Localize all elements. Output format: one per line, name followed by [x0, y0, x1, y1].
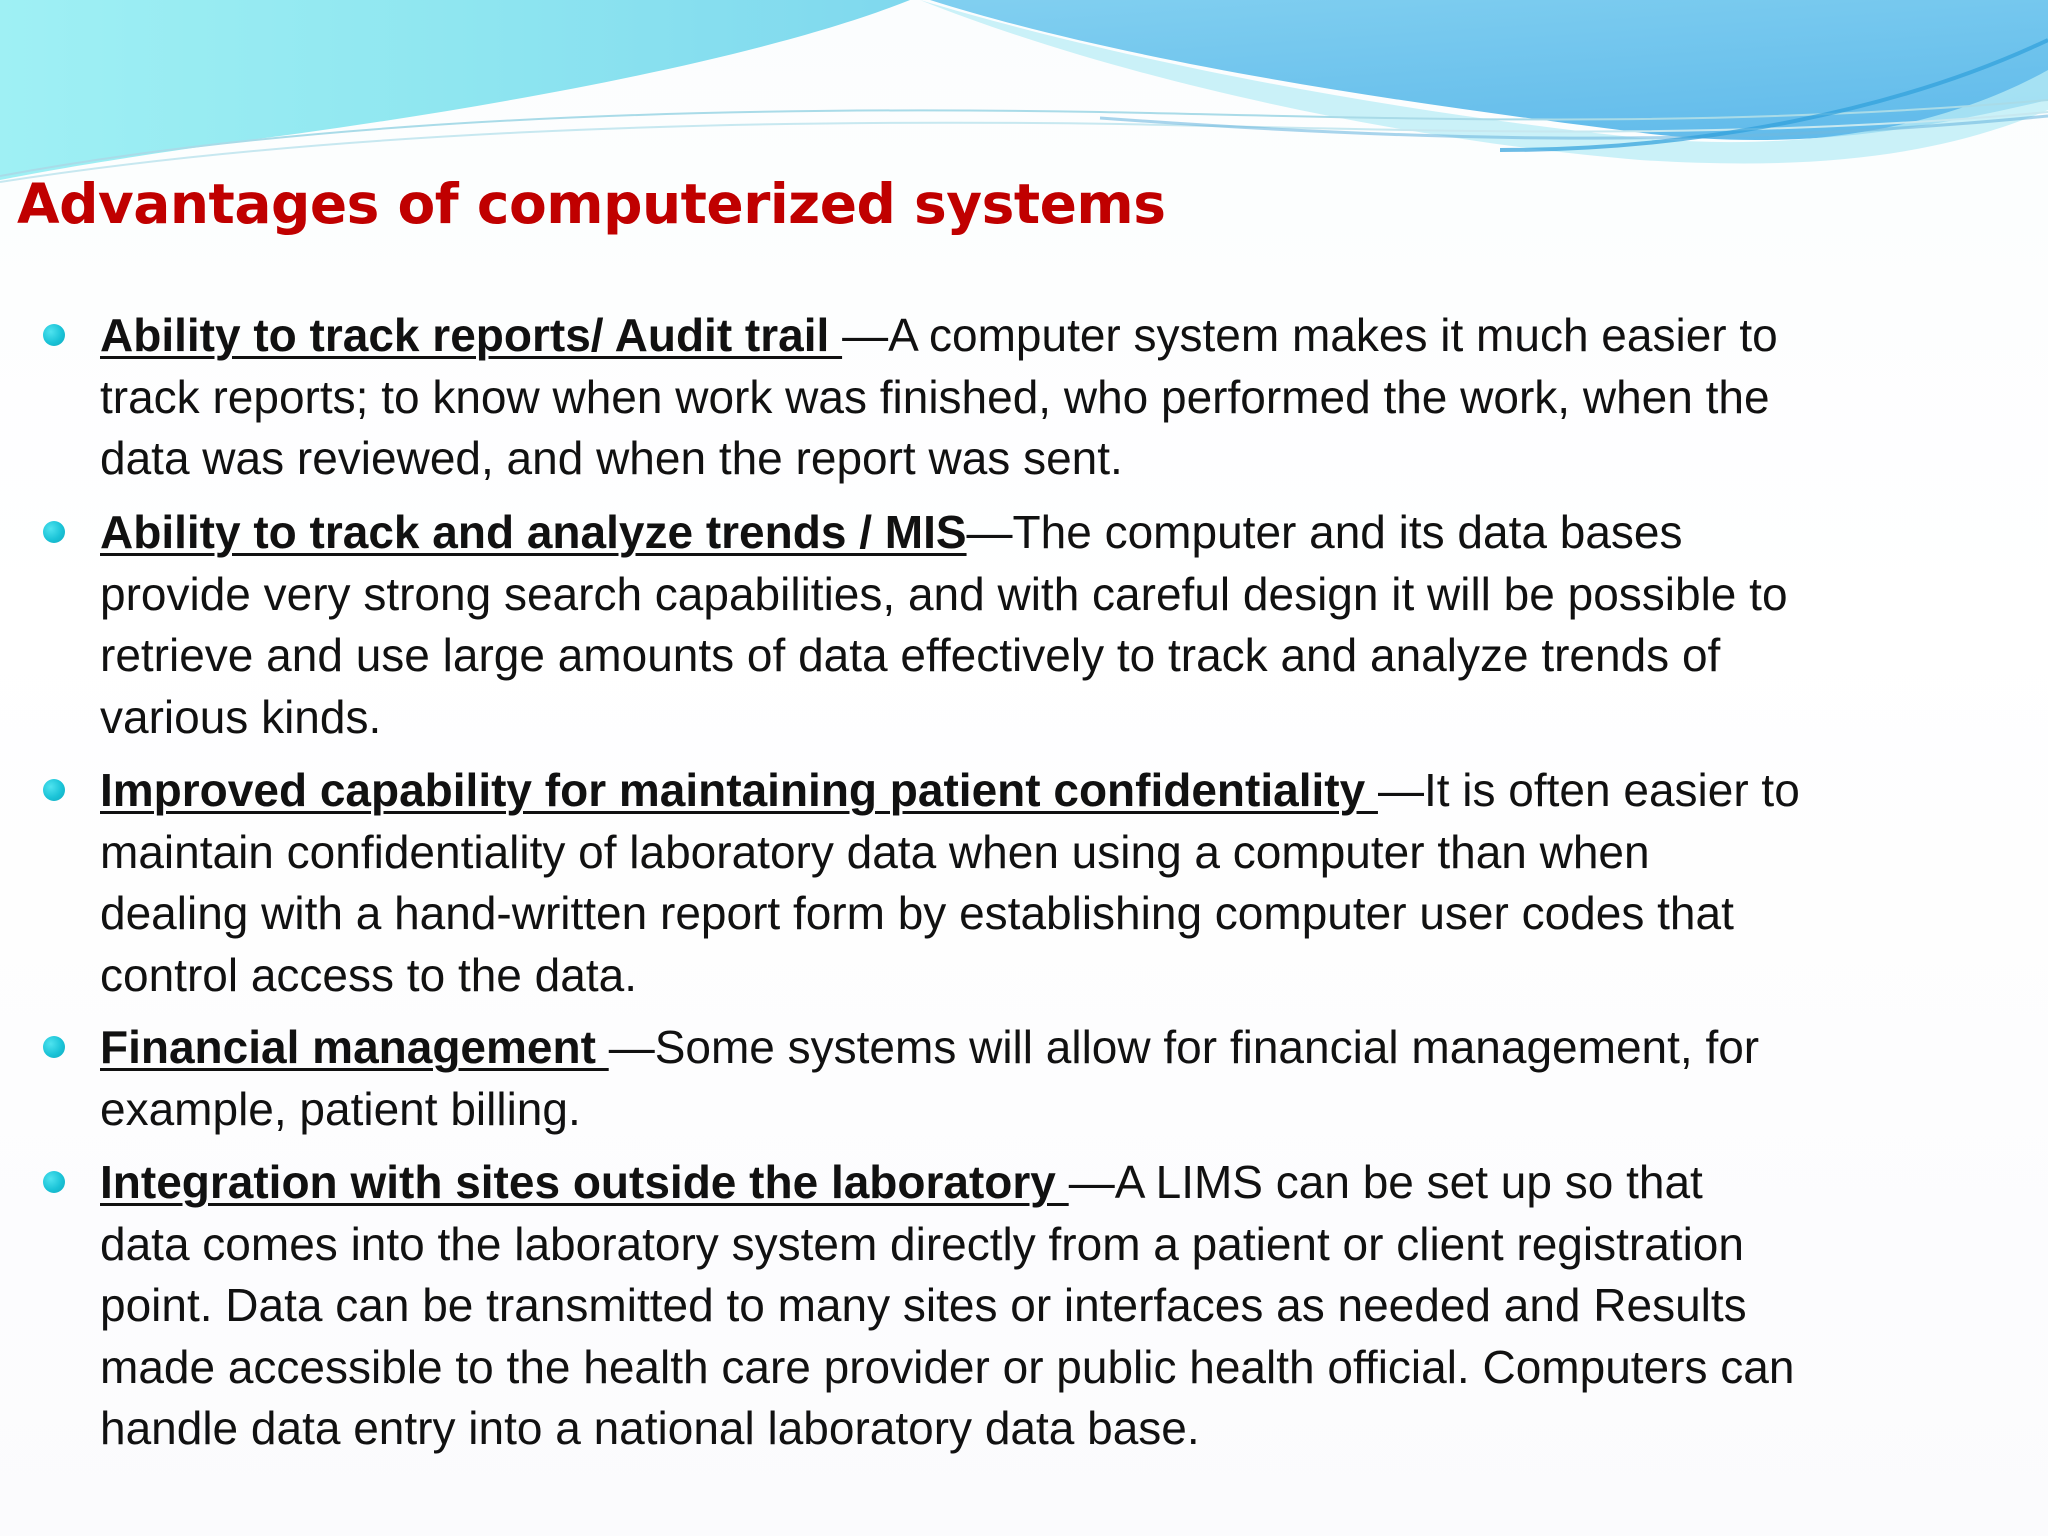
bullet-line: data comes into the laboratory system directly from a patient or client registration	[100, 1217, 1744, 1270]
bullet-dot-icon	[43, 1036, 65, 1058]
bullet-line: example, patient billing.	[100, 1082, 581, 1135]
bullet-line: maintain confidentiality of laboratory data when using a computer than when	[100, 825, 1650, 878]
bullet-item-integration	[100, 1152, 2020, 1460]
bullet-term: Integration with sites outside the laboratory	[100, 1156, 1069, 1208]
bullet-line	[100, 1152, 2020, 1214]
bullet-term: Improved capability for maintaining patient confidentiality	[100, 764, 1378, 816]
bullet-line	[100, 305, 2020, 367]
bullet-text: —A computer system makes it much easier to	[842, 309, 1778, 361]
slide-title: Advantages of computerized systems	[17, 172, 1166, 236]
bullet-term: Financial management	[100, 1021, 609, 1073]
bullet-line: dealing with a hand-written report form by establishing computer user codes that	[100, 887, 1734, 939]
bullet-line: various kinds.	[100, 690, 382, 743]
bullet-text: —It is often easier to	[1377, 764, 1800, 816]
bullet-line: retrieve and use large amounts of data effectively to track and analyze trends of	[100, 629, 1721, 681]
bullet-line	[100, 760, 2020, 822]
bullet-item-audit-trail	[100, 305, 2020, 490]
bullet-term: Ability to track reports/ Audit trail	[100, 309, 843, 361]
bullet-line: provide very strong search capabilities, and with careful design it will be possible to	[100, 567, 1788, 620]
bullet-line: data was reviewed, and when the report was sent.	[100, 432, 1123, 484]
bullet-dot-icon	[43, 779, 65, 801]
bullet-line	[100, 502, 2020, 564]
bullet-dot-icon	[43, 1171, 65, 1193]
bullet-line: track reports; to know when work was finished, who performed the work, when the	[100, 370, 1770, 423]
bullet-item-confidentiality	[100, 760, 2020, 1006]
bullet-text: —A LIMS can be set up so that	[1068, 1156, 1703, 1208]
bullet-line: handle data entry into a national laboratory data base.	[100, 1402, 1200, 1454]
bullet-line: control access to the data.	[100, 948, 637, 1001]
bullet-term: Ability to track and analyze trends / MIS	[100, 506, 967, 558]
bullet-item-financial	[100, 1017, 2020, 1140]
bullet-dot-icon	[43, 521, 65, 543]
bullet-text: —The computer and its data bases	[966, 506, 1683, 558]
bullet-line: point. Data can be transmitted to many sites or interfaces as needed and Results	[100, 1279, 1747, 1331]
bullet-line	[100, 1017, 2020, 1079]
bullet-dot-icon	[43, 324, 65, 346]
bullet-text: —Some systems will allow for financial management, for	[608, 1021, 1760, 1073]
bullet-line: made accessible to the health care provider or public health official. Computers can	[100, 1340, 1795, 1393]
bullet-item-trends-mis	[100, 502, 2020, 748]
